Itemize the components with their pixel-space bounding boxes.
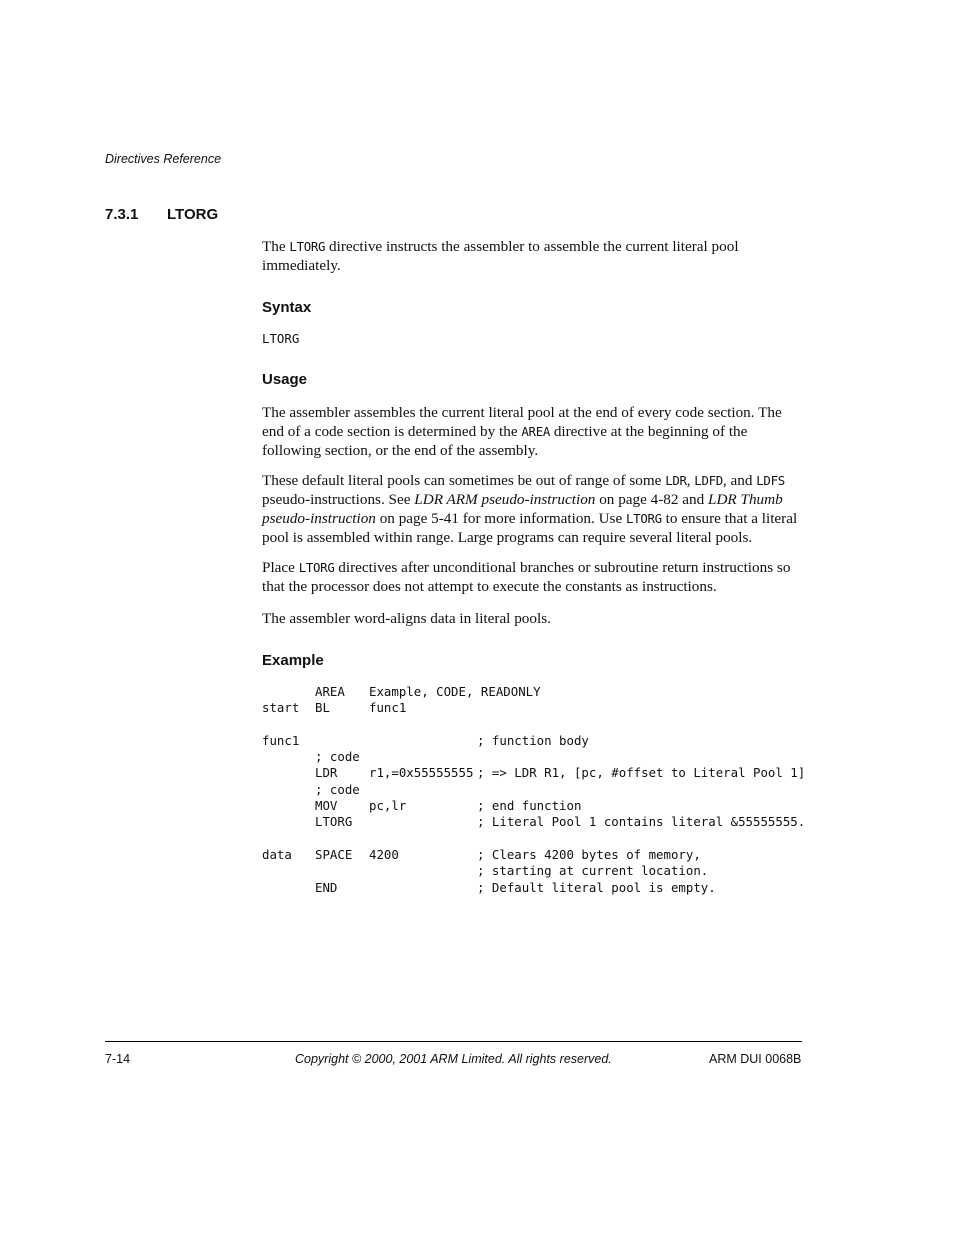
inline-code: LDFS	[756, 473, 785, 488]
code-line: func1 ; function body	[262, 732, 589, 748]
code-line: data SPACE 4200 ; Clears 4200 bytes of memory,	[262, 846, 701, 862]
document-id: ARM DUI 0068B	[709, 1052, 802, 1066]
section-title: LTORG	[167, 206, 219, 223]
inline-code: LTORG	[298, 560, 335, 575]
copyright-notice: Copyright © 2000, 2001 ARM Limited. All rights reserved.	[295, 1052, 612, 1066]
usage-paragraph-4: The assembler word-aligns data in literal pools.	[262, 610, 551, 627]
code-line: LDR r1,=0x55555555 ; => LDR R1, [pc, #offset to Literal Pool 1]	[315, 765, 806, 781]
page-number: 7-14	[105, 1052, 131, 1066]
intro-paragraph: The LTORG directive instructs the assembler to assemble the current literal pool immediately.	[262, 238, 739, 274]
section-number: 7.3.1	[105, 206, 139, 223]
code-line: AREA Example, CODE, READONLY	[315, 684, 541, 699]
inline-code: LDR	[665, 473, 687, 488]
usage-heading: Usage	[262, 371, 308, 388]
footer-divider	[105, 1041, 802, 1042]
inline-code: AREA	[521, 424, 551, 439]
code-line: MOV pc,lr ; end function	[315, 798, 582, 814]
code-line: ; code	[315, 781, 360, 797]
cross-reference-ldr-thumb[interactable]: LDR Thumb pseudo-instruction	[262, 491, 783, 527]
code-line: start BL func1	[262, 700, 407, 716]
code-line: ; code	[315, 749, 360, 765]
usage-paragraph-1: The assembler assembles the current literal pool at the end of every code section. The end of a code section is determined by the AREA directive at the beginning of the following section, or the end of the assembly.	[262, 404, 782, 459]
code-line: LTORG ; Literal Pool 1 contains literal &55555555.	[315, 814, 806, 830]
syntax-code: LTORG	[262, 331, 300, 346]
syntax-heading: Syntax	[262, 299, 312, 316]
code-line: END ; Default literal pool is empty.	[315, 879, 716, 895]
inline-code: LTORG	[626, 511, 662, 526]
cross-reference-ldr-arm[interactable]: LDR ARM pseudo-instruction	[414, 491, 596, 508]
usage-paragraph-3: Place LTORG directives after unconditional branches or subroutine return instructions so that the processor does not attempt to execute the constants as instructions.	[262, 559, 791, 595]
running-head: Directives Reference	[105, 152, 222, 166]
inline-code: LTORG	[289, 239, 326, 254]
example-heading: Example	[262, 652, 324, 669]
example-code-block	[262, 684, 805, 896]
code-line: ; starting at current location.	[477, 863, 709, 879]
code-line	[262, 831, 805, 847]
inline-code: LDFD	[694, 473, 723, 488]
code-line	[262, 717, 805, 733]
usage-paragraph-2: These default literal pools can sometimes be out of range of some LDR, LDFD, and LDFS pseudo-instructions. See LDR ARM pseudo-instruction on page 4-82 and LDR Thumb pseudo-instruction on page 5-41 for more information. Use LTORG to ensure that a literal pool is assembled within range. Large programs can require several literal pools.	[262, 472, 798, 546]
